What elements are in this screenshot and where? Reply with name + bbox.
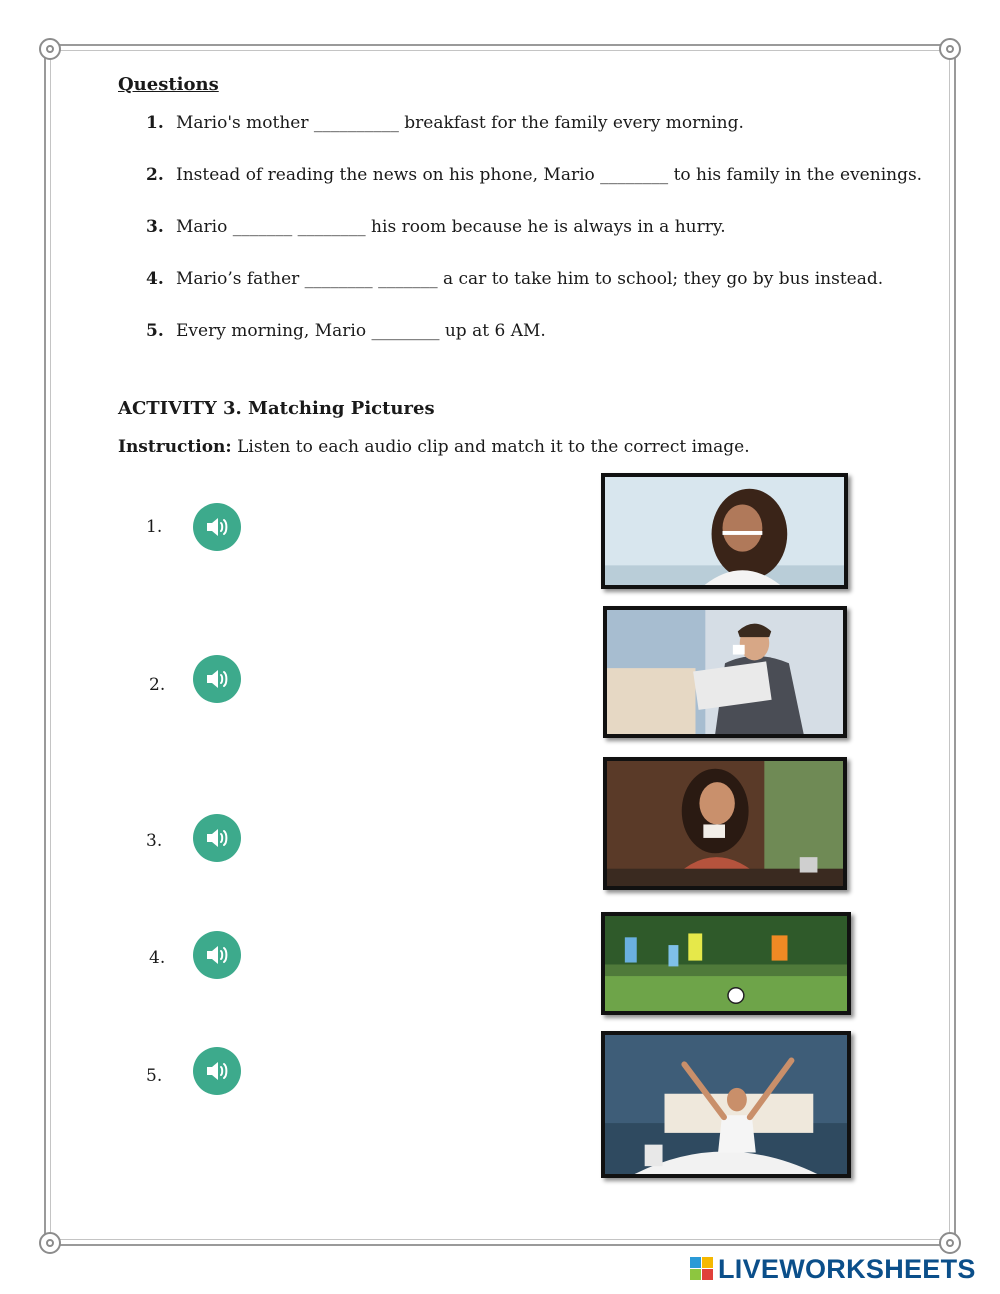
corner-ornament-icon (39, 1232, 61, 1254)
question-item (146, 165, 922, 185)
question-text: Every morning, Mario ________ up at 6 AM. (176, 321, 546, 341)
woman-drinking-coffee-photo[interactable] (603, 757, 847, 890)
question-number: 4. (146, 269, 164, 289)
question-item (146, 321, 546, 341)
speaker-icon (204, 942, 230, 968)
question-text: Mario’s father ________ _______ a car to take him to school; they go by bus instead. (176, 269, 884, 289)
question-item (146, 217, 726, 237)
activity-title: ACTIVITY 3. Matching Pictures (118, 398, 435, 419)
match-number: 5. (146, 1066, 163, 1086)
match-number: 4. (149, 948, 166, 968)
question-number: 5. (146, 321, 164, 341)
question-text: Instead of reading the news on his phone, Mario ________ to his family in the evenings. (176, 165, 923, 185)
kids-playing-soccer-photo[interactable] (601, 912, 851, 1015)
speaker-icon (204, 666, 230, 692)
corner-ornament-icon (39, 38, 61, 60)
instruction-label: Instruction: (118, 437, 232, 457)
speaker-icon (204, 1058, 230, 1084)
corner-ornament-icon (939, 38, 961, 60)
instruction-text: Listen to each audio clip and match it to the correct image. (231, 437, 750, 457)
liveworksheets-logo-icon (690, 1257, 714, 1281)
speaker-icon (204, 514, 230, 540)
question-item (146, 113, 744, 133)
liveworksheets-logo (690, 1254, 976, 1284)
question-number: 1. (146, 113, 164, 133)
man-waking-up-photo[interactable] (601, 1031, 851, 1178)
question-text: Mario's mother __________ breakfast for the family every morning. (176, 113, 744, 133)
instruction (118, 437, 750, 457)
brand-name: LIVEWORKSHEETS (718, 1253, 976, 1284)
question-text: Mario _______ ________ his room because he is always in a hurry. (176, 217, 726, 237)
match-number: 1. (146, 517, 163, 537)
questions-heading: Questions (118, 74, 219, 95)
audio-play-button-3[interactable] (193, 814, 241, 862)
audio-play-button-1[interactable] (193, 503, 241, 551)
corner-ornament-icon (939, 1232, 961, 1254)
man-reading-newspaper-photo[interactable] (603, 606, 847, 738)
question-number: 3. (146, 217, 164, 237)
match-number: 3. (146, 831, 163, 851)
speaker-icon (204, 825, 230, 851)
match-number: 2. (149, 675, 166, 695)
girl-brushing-teeth-photo[interactable] (601, 473, 848, 589)
question-item (146, 269, 883, 289)
audio-play-button-2[interactable] (193, 655, 241, 703)
audio-play-button-4[interactable] (193, 931, 241, 979)
audio-play-button-5[interactable] (193, 1047, 241, 1095)
question-number: 2. (146, 165, 164, 185)
